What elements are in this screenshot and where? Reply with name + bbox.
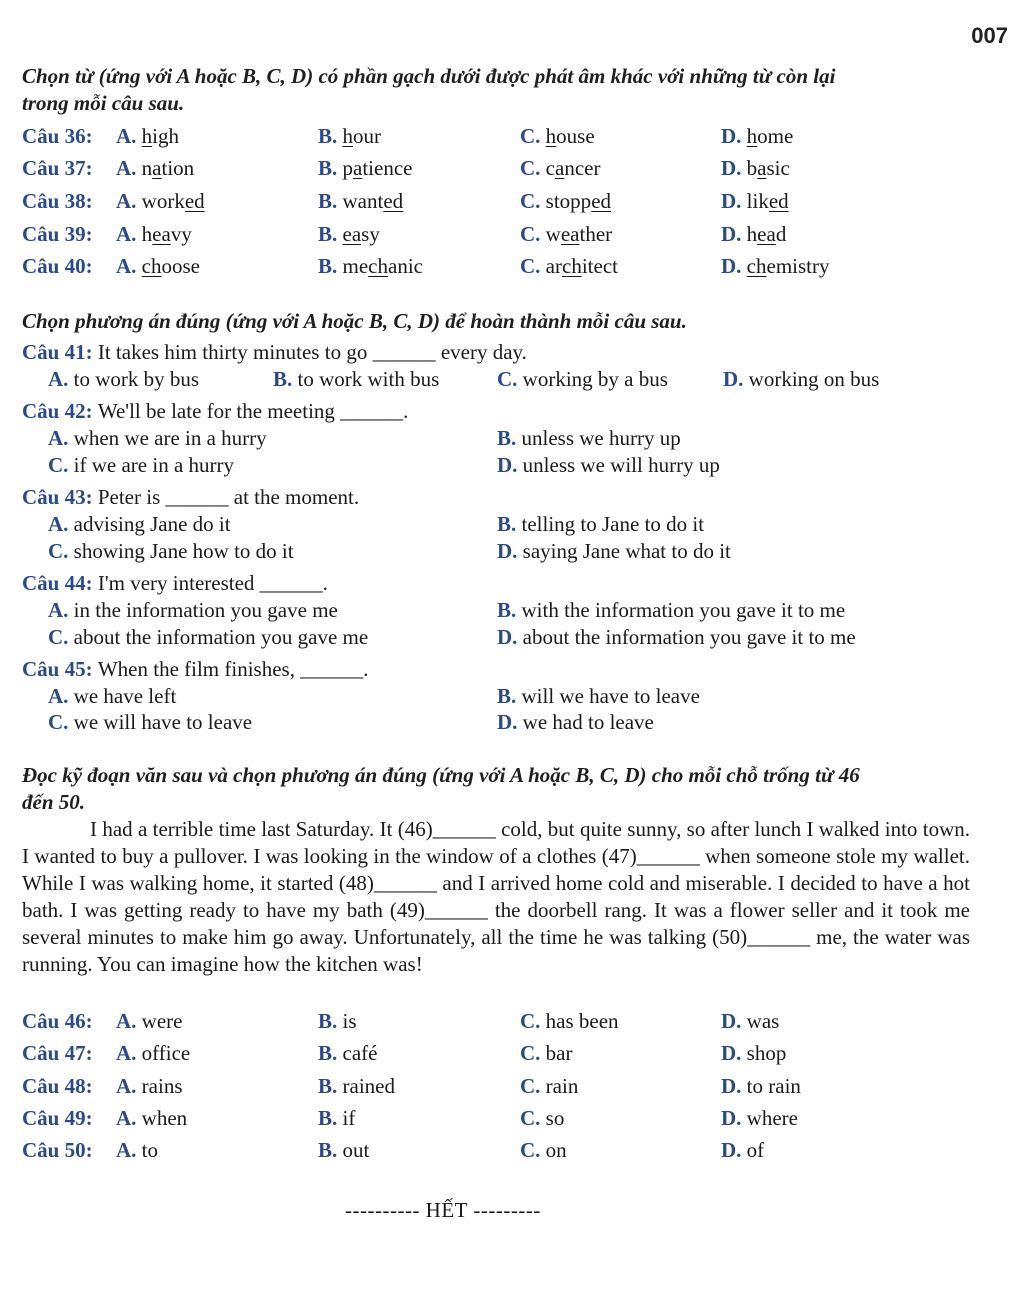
question-label: Câu 50: xyxy=(22,1138,93,1162)
underlined-sound: ed xyxy=(591,189,612,213)
option-letter: B. xyxy=(497,426,522,450)
option-letter: B. xyxy=(318,156,343,180)
answer-option[interactable] xyxy=(520,256,618,277)
answer-option[interactable] xyxy=(497,712,654,733)
underlined-sound: ea xyxy=(152,222,171,246)
underlined-sound: ed xyxy=(184,189,205,213)
option-text: is xyxy=(342,1009,357,1033)
word-part: me xyxy=(342,254,369,278)
option-letter: A. xyxy=(116,254,142,278)
option-letter: C. xyxy=(520,1138,546,1162)
answer-option[interactable] xyxy=(520,1108,564,1129)
answer-option[interactable] xyxy=(497,455,720,476)
question-label: Câu 43: xyxy=(22,485,98,509)
option-letter: D. xyxy=(497,710,523,734)
option-letter: C. xyxy=(520,254,546,278)
option-text: to work by bus xyxy=(73,367,200,391)
word-part: n xyxy=(141,156,153,180)
answer-option[interactable] xyxy=(721,224,786,245)
answer-option[interactable] xyxy=(318,158,412,179)
option-text: café xyxy=(342,1041,378,1065)
section3-instruction-cont: đến 50. xyxy=(22,790,85,814)
question-text: When the film finishes, ______. xyxy=(97,657,369,681)
section1-instruction: Chọn từ (ứng với A hoặc B, C, D) có phần gạch dưới được phát âm khác với những từ còn lại xyxy=(22,64,836,88)
question-label: Câu 47: xyxy=(22,1041,93,1065)
option-text: rains xyxy=(141,1074,183,1098)
option-text: if xyxy=(342,1106,356,1130)
option-text: we will have to leave xyxy=(73,710,253,734)
question-label: Câu 49: xyxy=(22,1106,93,1130)
answer-option[interactable] xyxy=(520,158,600,179)
option-letter: D. xyxy=(721,1106,747,1130)
underlined-sound: ch xyxy=(562,254,582,278)
word-part: p xyxy=(342,156,354,180)
option-letter: B. xyxy=(318,1138,343,1162)
answer-option[interactable] xyxy=(318,1140,369,1161)
option-letter: A. xyxy=(116,1106,142,1130)
underlined-sound: ea xyxy=(342,222,362,246)
underlined-sound: h xyxy=(545,124,557,148)
section2-instruction: Chọn phương án đúng (ứng với A hoặc B, C, D) để hoàn thành mỗi câu sau. xyxy=(22,309,687,333)
answer-option[interactable] xyxy=(497,514,704,535)
question-stem xyxy=(22,659,368,680)
option-letter: B. xyxy=(318,1106,343,1130)
answer-option[interactable] xyxy=(723,369,879,390)
question-label: Câu 45: xyxy=(22,657,98,681)
answer-option[interactable] xyxy=(116,256,200,277)
underlined-sound: ch xyxy=(746,254,767,278)
option-letter: A. xyxy=(116,1138,142,1162)
question-label: Câu 44: xyxy=(22,571,98,595)
question-text: It takes him thirty minutes to go ______ every day. xyxy=(97,340,527,364)
answer-option[interactable] xyxy=(116,1140,158,1161)
answer-option[interactable] xyxy=(497,627,856,648)
answer-option[interactable] xyxy=(497,369,668,390)
option-text: telling to Jane to do it xyxy=(521,512,705,536)
word-part: sic xyxy=(766,156,790,180)
answer-option[interactable] xyxy=(48,369,199,390)
word-part: b xyxy=(746,156,758,180)
answer-option[interactable] xyxy=(48,514,231,535)
option-letter: B. xyxy=(318,254,343,278)
answer-option[interactable] xyxy=(520,224,612,245)
answer-option[interactable] xyxy=(721,1011,779,1032)
word-part: ouse xyxy=(556,124,595,148)
word-part: c xyxy=(545,156,555,180)
option-text: about the information you gave me xyxy=(73,625,369,649)
answer-option[interactable] xyxy=(48,455,234,476)
question-stem xyxy=(22,342,527,363)
option-letter: D. xyxy=(721,1041,747,1065)
answer-option[interactable] xyxy=(520,1140,567,1161)
word-part: itect xyxy=(581,254,618,278)
answer-option[interactable] xyxy=(116,1108,187,1129)
word-part: tience xyxy=(362,156,413,180)
answer-option[interactable] xyxy=(48,686,176,707)
answer-option[interactable] xyxy=(721,126,793,147)
option-letter: B. xyxy=(318,1074,343,1098)
answer-option[interactable] xyxy=(116,191,205,212)
option-text: in the information you gave me xyxy=(73,598,338,622)
underlined-sound: a xyxy=(353,156,363,180)
option-letter: C. xyxy=(520,189,546,213)
option-text: bar xyxy=(545,1041,573,1065)
option-letter: D. xyxy=(497,625,523,649)
option-letter: D. xyxy=(721,1074,747,1098)
word-part: tion xyxy=(161,156,195,180)
answer-option[interactable] xyxy=(497,428,681,449)
question-label: Câu 38: xyxy=(22,189,93,213)
option-text: about the information you gave it to me xyxy=(522,625,856,649)
word-part: h xyxy=(746,222,758,246)
option-letter: D. xyxy=(497,453,523,477)
option-letter: A. xyxy=(48,512,74,536)
option-text: to xyxy=(141,1138,159,1162)
underlined-sound: ed xyxy=(768,189,789,213)
option-letter: A. xyxy=(116,156,142,180)
option-text: unless we hurry up xyxy=(521,426,681,450)
word-part: oose xyxy=(161,254,200,278)
answer-option[interactable] xyxy=(721,1076,801,1097)
option-letter: D. xyxy=(721,254,747,278)
option-letter: A. xyxy=(48,598,74,622)
option-text: advising Jane do it xyxy=(73,512,231,536)
answer-option[interactable] xyxy=(721,256,830,277)
underlined-sound: h xyxy=(746,124,758,148)
option-letter: A. xyxy=(48,367,74,391)
underlined-sound: ch xyxy=(368,254,388,278)
answer-option[interactable] xyxy=(520,1076,578,1097)
word-part: want xyxy=(342,189,384,213)
word-part: anic xyxy=(388,254,423,278)
option-letter: B. xyxy=(497,512,522,536)
option-letter: B. xyxy=(497,598,522,622)
option-letter: C. xyxy=(48,710,74,734)
option-text: unless we will hurry up xyxy=(522,453,720,477)
option-text: of xyxy=(746,1138,765,1162)
option-text: has been xyxy=(545,1009,619,1033)
answer-option[interactable] xyxy=(318,1076,395,1097)
option-text: we have left xyxy=(73,684,177,708)
answer-option[interactable] xyxy=(116,224,192,245)
underlined-sound: a xyxy=(757,156,767,180)
underlined-sound: ea xyxy=(757,222,776,246)
option-text: to rain xyxy=(746,1074,801,1098)
question-text: Peter is ______ at the moment. xyxy=(97,485,360,509)
question-stem xyxy=(22,487,359,508)
option-letter: C. xyxy=(520,156,546,180)
answer-option[interactable] xyxy=(318,256,423,277)
section1-instruction-cont: trong mỗi câu sau. xyxy=(22,91,185,115)
question-label: Câu 37: xyxy=(22,156,93,180)
underlined-sound: a xyxy=(555,156,565,180)
reading-passage xyxy=(22,816,970,978)
option-text: so xyxy=(545,1106,565,1130)
option-text: showing Jane how to do it xyxy=(73,539,294,563)
word-part: work xyxy=(141,189,185,213)
underlined-sound: ch xyxy=(141,254,162,278)
option-letter: A. xyxy=(116,1009,142,1033)
question-label: Câu 48: xyxy=(22,1074,93,1098)
answer-option[interactable] xyxy=(520,191,611,212)
word-part: w xyxy=(545,222,561,246)
option-text: we had to leave xyxy=(522,710,654,734)
question-label: Câu 40: xyxy=(22,254,93,278)
passage-text: I had a terrible time last Saturday. It (46)______ cold, but quite sunny, so after lunch I walked into town. I wanted to buy a pullover. I was looking in the window of a clothes (47)______ when someone stole my wallet. While I was walking home, it started (48)______ and I arrived home cold and miserable. I decided to have a hot bath. I was getting ready to have my bath (49)______ the doorbell rang. It was a flower seller and it took me several minutes to make him go away. Unfortunately, all the time he was talking (50)______ me, the water was running. You can imagine how the kitchen was! xyxy=(22,817,970,976)
option-letter: C. xyxy=(520,1106,546,1130)
option-text: when xyxy=(141,1106,188,1130)
option-text: shop xyxy=(746,1041,787,1065)
word-part: sy xyxy=(361,222,380,246)
answer-option[interactable] xyxy=(318,126,381,147)
option-letter: D. xyxy=(723,367,749,391)
word-part: lik xyxy=(746,189,769,213)
option-letter: B. xyxy=(318,1041,343,1065)
question-text: I'm very interested ______. xyxy=(97,571,328,595)
answer-option[interactable] xyxy=(48,600,338,621)
option-text: out xyxy=(342,1138,370,1162)
answer-option[interactable] xyxy=(48,712,252,733)
answer-option[interactable] xyxy=(318,224,380,245)
underlined-sound: ed xyxy=(383,189,404,213)
answer-option[interactable] xyxy=(721,1108,798,1129)
option-text: where xyxy=(746,1106,798,1130)
answer-option[interactable] xyxy=(48,541,294,562)
option-letter: D. xyxy=(721,124,747,148)
answer-option[interactable] xyxy=(48,428,267,449)
exam-code: 007 xyxy=(971,23,1008,48)
answer-option[interactable] xyxy=(116,1011,182,1032)
option-text: rained xyxy=(342,1074,395,1098)
question-label: Câu 46: xyxy=(22,1009,93,1033)
answer-option[interactable] xyxy=(520,1043,573,1064)
option-letter: A. xyxy=(116,222,142,246)
word-part: ome xyxy=(757,124,794,148)
word-part: ncer xyxy=(564,156,601,180)
question-label: Câu 39: xyxy=(22,222,93,246)
option-letter: B. xyxy=(318,189,343,213)
option-letter: D. xyxy=(497,539,523,563)
option-letter: A. xyxy=(116,1041,142,1065)
answer-option[interactable] xyxy=(318,1043,377,1064)
option-letter: C. xyxy=(520,1074,546,1098)
option-text: working on bus xyxy=(748,367,880,391)
option-text: office xyxy=(141,1041,191,1065)
option-text: if we are in a hurry xyxy=(73,453,235,477)
option-text: were xyxy=(141,1009,183,1033)
answer-option[interactable] xyxy=(318,1011,357,1032)
answer-option[interactable] xyxy=(721,191,789,212)
option-letter: D. xyxy=(721,189,747,213)
question-stem xyxy=(22,573,328,594)
option-letter: A. xyxy=(116,124,142,148)
option-letter: A. xyxy=(116,1074,142,1098)
answer-option[interactable] xyxy=(273,369,439,390)
underlined-sound: h xyxy=(141,124,153,148)
word-part: igh xyxy=(152,124,180,148)
word-part: vy xyxy=(170,222,192,246)
option-letter: A. xyxy=(116,189,142,213)
underlined-sound: h xyxy=(342,124,354,148)
option-text: to work with bus xyxy=(297,367,440,391)
option-text: with the information you gave it to me xyxy=(521,598,846,622)
option-letter: B. xyxy=(318,124,343,148)
question-stem xyxy=(22,401,408,422)
answer-option[interactable] xyxy=(116,126,179,147)
answer-option[interactable] xyxy=(116,158,194,179)
underlined-sound: ea xyxy=(560,222,580,246)
word-part: h xyxy=(141,222,153,246)
answer-option[interactable] xyxy=(116,1043,190,1064)
answer-option[interactable] xyxy=(520,1011,619,1032)
word-part: d xyxy=(775,222,787,246)
answer-option[interactable] xyxy=(721,1140,764,1161)
end-marker: ---------- HẾT --------- xyxy=(345,1198,541,1222)
option-text: rain xyxy=(545,1074,579,1098)
option-text: saying Jane what to do it xyxy=(522,539,731,563)
word-part: emistry xyxy=(766,254,830,278)
word-part: our xyxy=(353,124,382,148)
option-text: on xyxy=(545,1138,567,1162)
option-letter: C. xyxy=(520,1009,546,1033)
option-text: was xyxy=(746,1009,780,1033)
question-label: Câu 36: xyxy=(22,124,93,148)
option-letter: C. xyxy=(48,539,74,563)
answer-option[interactable] xyxy=(497,600,845,621)
option-letter: C. xyxy=(497,367,523,391)
option-letter: B. xyxy=(497,684,522,708)
word-part: stopp xyxy=(545,189,592,213)
option-letter: D. xyxy=(721,1009,747,1033)
option-letter: A. xyxy=(48,426,74,450)
answer-option[interactable] xyxy=(497,541,731,562)
option-letter: B. xyxy=(318,222,343,246)
option-letter: C. xyxy=(520,222,546,246)
answer-option[interactable] xyxy=(116,1076,183,1097)
question-text: We'll be late for the meeting ______. xyxy=(97,399,409,423)
question-label: Câu 42: xyxy=(22,399,98,423)
word-part: ther xyxy=(579,222,613,246)
underlined-sound: a xyxy=(152,156,162,180)
section3-instruction: Đọc kỹ đoạn văn sau và chọn phương án đúng (ứng với A hoặc B, C, D) cho mỗi chỗ trống từ 46 xyxy=(22,763,860,787)
word-part: ar xyxy=(545,254,562,278)
option-letter: B. xyxy=(318,1009,343,1033)
answer-option[interactable] xyxy=(318,191,403,212)
answer-option[interactable] xyxy=(721,1043,786,1064)
answer-option[interactable] xyxy=(721,158,790,179)
option-text: will we have to leave xyxy=(521,684,700,708)
answer-option[interactable] xyxy=(497,686,700,707)
option-letter: C. xyxy=(48,453,74,477)
option-letter: D. xyxy=(721,156,747,180)
question-label: Câu 41: xyxy=(22,340,98,364)
option-letter: C. xyxy=(520,124,546,148)
answer-option[interactable] xyxy=(520,126,595,147)
option-letter: C. xyxy=(520,1041,546,1065)
option-letter: C. xyxy=(48,625,74,649)
option-letter: D. xyxy=(721,1138,747,1162)
option-text: working by a bus xyxy=(522,367,668,391)
option-letter: D. xyxy=(721,222,747,246)
answer-option[interactable] xyxy=(48,627,368,648)
option-letter: A. xyxy=(48,684,74,708)
option-letter: B. xyxy=(273,367,298,391)
option-text: when we are in a hurry xyxy=(73,426,267,450)
answer-option[interactable] xyxy=(318,1108,355,1129)
